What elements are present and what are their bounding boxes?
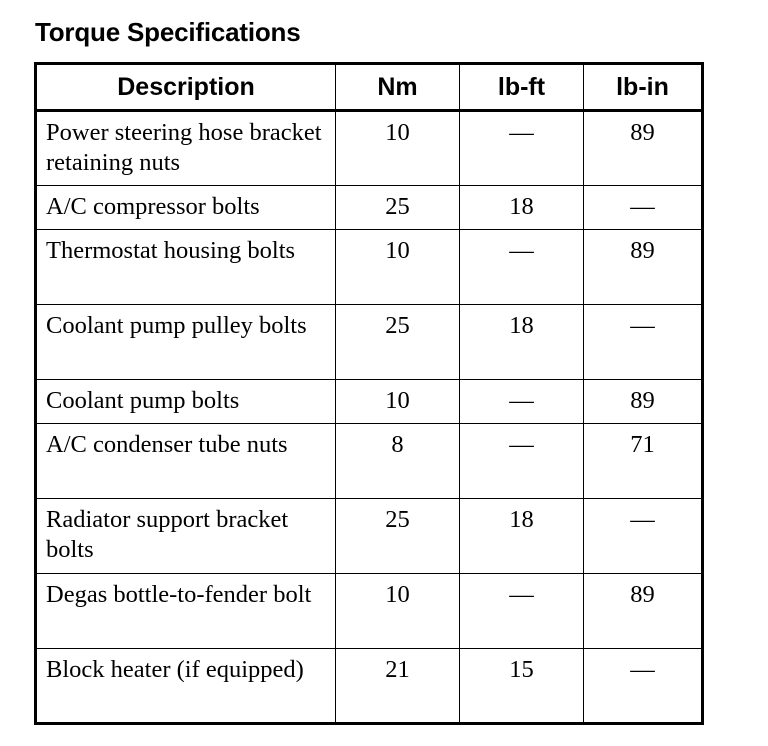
cell-description: Coolant pump bolts: [36, 380, 336, 424]
cell-lb-in: —: [584, 649, 703, 724]
cell-lb-in: —: [584, 499, 703, 574]
table-row: [36, 230, 703, 305]
cell-lb-ft: 18: [460, 305, 584, 380]
cell-nm: 10: [336, 111, 460, 186]
cell-nm: 25: [336, 186, 460, 230]
cell-lb-in: —: [584, 305, 703, 380]
cell-description: Coolant pump pulley bolts: [36, 305, 336, 380]
table-row: [36, 574, 703, 649]
cell-lb-in: —: [584, 186, 703, 230]
cell-description: A/C compressor bolts: [36, 186, 336, 230]
table-row: [36, 649, 703, 724]
table-row: [36, 424, 703, 499]
cell-lb-ft: 18: [460, 186, 584, 230]
cell-lb-ft: —: [460, 380, 584, 424]
cell-lb-ft: —: [460, 574, 584, 649]
header-description: Description: [36, 64, 336, 111]
table-row: [36, 499, 703, 574]
cell-lb-in: 89: [584, 380, 703, 424]
cell-lb-ft: —: [460, 111, 584, 186]
table-row: [36, 186, 703, 230]
cell-description: Thermostat housing bolts: [36, 230, 336, 305]
cell-description: Radiator support bracket bolts: [36, 499, 336, 574]
cell-description: Power steering hose bracket retaining nuts: [36, 111, 336, 186]
cell-nm: 10: [336, 574, 460, 649]
page-title: Torque Specifications: [35, 17, 301, 47]
header-lb-in: lb-in: [584, 64, 703, 111]
cell-lb-in: 89: [584, 111, 703, 186]
cell-lb-ft: —: [460, 230, 584, 305]
cell-nm: 10: [336, 230, 460, 305]
table-row: [36, 305, 703, 380]
cell-nm: 21: [336, 649, 460, 724]
cell-description: A/C condenser tube nuts: [36, 424, 336, 499]
cell-lb-ft: —: [460, 424, 584, 499]
cell-lb-in: 71: [584, 424, 703, 499]
cell-nm: 10: [336, 380, 460, 424]
cell-nm: 8: [336, 424, 460, 499]
cell-description: Block heater (if equipped): [36, 649, 336, 724]
cell-lb-ft: 18: [460, 499, 584, 574]
table-row: [36, 111, 703, 186]
header-nm: Nm: [336, 64, 460, 111]
cell-lb-ft: 15: [460, 649, 584, 724]
header-lb-ft: lb-ft: [460, 64, 584, 111]
table-header-row: [36, 64, 703, 111]
torque-spec-table: [34, 62, 704, 725]
cell-nm: 25: [336, 305, 460, 380]
cell-lb-in: 89: [584, 230, 703, 305]
cell-lb-in: 89: [584, 574, 703, 649]
cell-description: Degas bottle-to-fender bolt: [36, 574, 336, 649]
cell-nm: 25: [336, 499, 460, 574]
table-row: [36, 380, 703, 424]
